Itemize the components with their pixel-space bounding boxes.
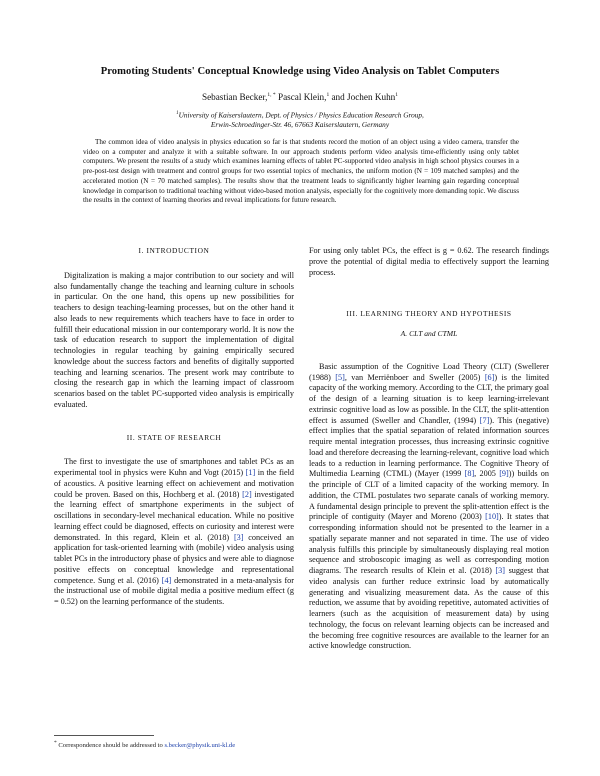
- introduction-paragraph: Digitalization is making a major contribution to our society and will also fundamentally change the teaching and learning culture in schools in particular. On the one hand, this opens up new possibilities for teachers to design teaching-learning processes, but on the other hand it also leads to new requirements which teachers have to face in order to fulfill their educational mission in our contemporary world. It is now the task of education research to support the implementation of digital technologies in regular teaching by gaining empirically secured knowledge about the success factors and benefits of digitally supported teaching and learning scenarios. The present work may contribute to closing the research gap in which the learning impact of classroom scenarios based on the tablet PC-supported video analysis is empirically evaluated.: [54, 270, 294, 409]
- paper-title: Promoting Students' Conceptual Knowledge using Video Analysis on Tablet Computers: [100, 66, 500, 77]
- citation-link[interactable]: [7]: [479, 415, 490, 425]
- author-kuhn: and Jochen Kuhn: [331, 92, 396, 103]
- author-becker: Sebastian Becker,: [201, 92, 268, 103]
- section-heading-state-of-research: II. STATE OF RESEARCH: [126, 432, 222, 442]
- citation-link[interactable]: [9]: [499, 469, 509, 479]
- affiliation: [40, 109, 560, 130]
- abstract-n2: (N = 70 matched samples).: [140, 176, 222, 185]
- text-run: ) is the limited capacity of the working memory. According to the CLT, the primary goal of the design of a learning situation is to keep learning-irrelevant extrinsic cognitive load as low as possible. In the CLT, the split-attention effect is assumed (Sweller and Chandler, (1994): [309, 372, 550, 425]
- text-run: suggest that video analysis can further reduce extrinsic load by automatically generating and visualizing measurement data. As the cause of this reduction, we assume that by avoiding repetitive, automated activities of learners (such as the acquisition of measurement data) by using technology, the focus on relevant learning objects can be increased and the becoming free cognitive resources are available to the learner for an active knowledge construction.: [309, 566, 550, 651]
- abstract-part-1: The common idea of video analysis in physics education so far is that students record the motion of an object using a video camera, transfer the video on a computer and analyze it with a suitable software. In our approach students perform video analysis time-efficiently using only tablet computers. We present the results of a study which examines learning effects of tablet PC-supported video analysis in high school physics courses in a pre-post-test design with treatment and control groups for two essential topics of mechanics, the uniform motion: [83, 138, 519, 176]
- text-run: The first to investigate the use of smartphones and tablet PCs as an experimental tool in physics were Kuhn and Vogt (2015): [54, 457, 294, 477]
- correspondence-email-link[interactable]: s.becker@physik.uni-kl.de: [164, 742, 236, 750]
- author-list: [40, 92, 560, 102]
- text-run: demonstrated in a meta-analysis for the instructional use of mobile digital media a positive medium effect (g = 0.52) on the learning performance of the students.: [54, 575, 294, 606]
- text-run: ). This (negative) effect implies that the spatial separation of related information sources require mental integration processes, thus increasing extrinsic cognitive load and therefore decreasing the learning-relevant, cognitive load which leads to a reduction in learning performance. The Cognitive Theory of Multimedia Learning (CTML) (Mayer (1999: [309, 415, 550, 479]
- citation-link[interactable]: [10]: [485, 512, 499, 522]
- author-kuhn-affil: 1: [395, 92, 399, 98]
- state-of-research-paragraph: [54, 457, 294, 608]
- text-run: )) builds on the principle of CLT of a limited capacity of the working memory. In addition, the CTML postulates two separate canals of working memory. A fundamental design principle to prevent the split-attention effect is the principle of contiguity (Mayer and Moreno (2003): [309, 469, 549, 522]
- citation-link[interactable]: [3]: [495, 566, 505, 575]
- text-run: investigated the learning effect of smartphone experiments in the subject of oscillations in secondary-level mechanical education. While no positive learning effect could be diagnosed, effects on curiosity and interest were demonstrated. In this regard, Klein et al. (2018): [54, 489, 295, 542]
- affiliation-line-1: University of Kaiserslautern, Dept. of Physics / Physics Education Research Group,: [178, 110, 424, 120]
- citation-link[interactable]: [1]: [245, 468, 256, 477]
- footnote-text: Correspondence should be addressed to: [58, 742, 163, 750]
- state-of-research-continuation: For using only tablet PCs, the effect is g = 0.62. The research findings prove the potential of digital media to effectively support the learning process.: [309, 246, 549, 277]
- text-run: in the field of acoustics. A positive learning effect on achievement and motivation could be proven. Based on this, Hochberg et al. (2018): [54, 468, 295, 499]
- affiliation-line-2: Erwin-Schroedinger-Str. 46, 67663 Kaiserslautern, Germany: [210, 120, 390, 130]
- text-run: , van Merriënboer and Sweller (2005): [344, 372, 481, 382]
- footnote-divider: [54, 735, 154, 736]
- section-heading-introduction: I. INTRODUCTION: [138, 246, 210, 255]
- left-column: [54, 246, 294, 608]
- subsection-heading-clt-ctml: A. CLT and CTML: [400, 329, 458, 338]
- clt-ctml-paragraph: [309, 362, 549, 652]
- section-heading-learning-theory: III. LEARNING THEORY AND HYPOTHESIS: [346, 309, 512, 319]
- citation-link[interactable]: [6]: [484, 372, 495, 382]
- abstract: [83, 138, 519, 206]
- citation-link[interactable]: [2]: [242, 489, 252, 499]
- affiliation-mark: 1: [176, 111, 179, 116]
- text-run: Basic assumption of the Cognitive Load Theory (CLT) (Swellerer (1988): [309, 361, 549, 382]
- text-run: ). It states that corresponding information should not be presented to the learner in a spatially separate manner and not separated in time. The use of video analysis fulfills this principle by simultaneously displaying real motion sequence and stroboscopic imaging as well as corresponding motion diagrams. The research results of Klein et al. (2018): [309, 512, 550, 575]
- footnote-mark: *: [54, 740, 57, 746]
- abstract-mid: and the accelerated motion: [83, 167, 519, 185]
- citation-link[interactable]: [8]: [464, 469, 475, 479]
- text-run: , 2005: [474, 469, 496, 479]
- abstract-part-2: The results show that the treatment leads to significantly higher learning gain regarding conceptual knowledge in comparison to traditional teaching without video-based motion analysis, especially for the cognitively more demanding topic. We discuss the results in the context of learning theories and reveal implications for future research.: [83, 176, 519, 205]
- author-klein: Pascal Klein,: [277, 92, 327, 103]
- footnote: [54, 740, 235, 749]
- author-becker-affil: 1, *: [267, 92, 276, 98]
- citation-link[interactable]: [4]: [161, 575, 172, 585]
- citation-link[interactable]: [3]: [233, 532, 244, 542]
- citation-link[interactable]: [5]: [335, 372, 345, 382]
- text-run: conceived an application for task-oriented learning with (mobile) video analysis using tablet PCs in the introductory phase of physics and were able to diagnose positive effects on conceptual knowledge and representational competence. Sung et al. (2016): [54, 532, 294, 585]
- right-column: [309, 246, 549, 652]
- abstract-n1: (N = 109 matched samples): [414, 167, 496, 176]
- author-klein-affil: 1: [326, 92, 330, 98]
